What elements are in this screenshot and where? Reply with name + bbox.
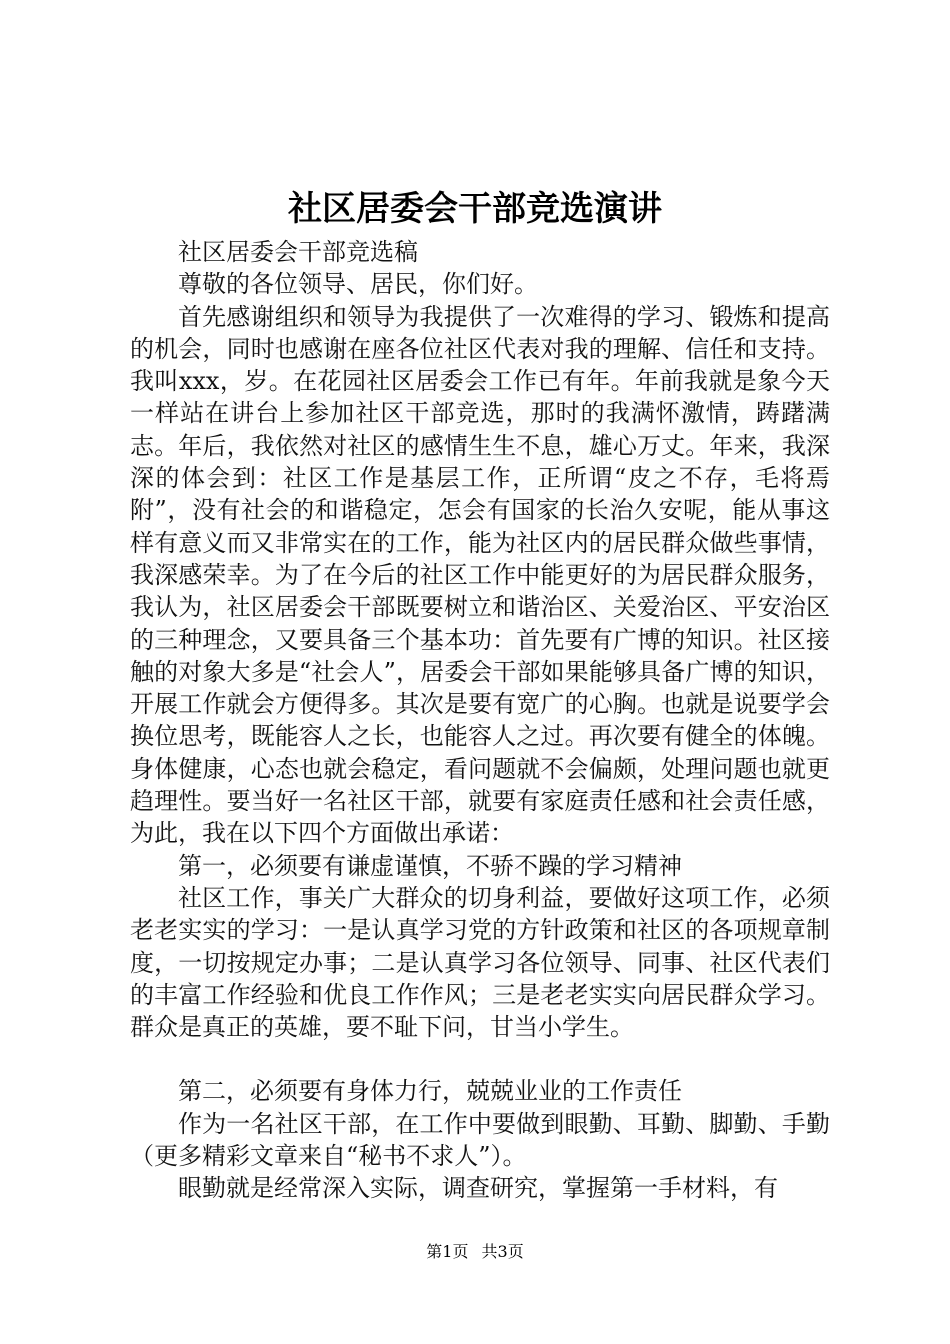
body-paragraph: 眼勤就是经常深入实际，调查研究，掌握第一手材料，有 xyxy=(178,1174,778,1203)
page-number-total: 共3页 xyxy=(481,1242,524,1261)
page-number-current: 第1页 xyxy=(426,1242,469,1261)
section-heading: 第二，必须要有身体力行，兢兢业业的工作责任 xyxy=(178,1077,682,1106)
document-title: 社区居委会干部竞选演讲 xyxy=(288,189,662,229)
subtitle-line: 社区居委会干部竞选稿 xyxy=(178,238,418,266)
page-footer xyxy=(0,1240,950,1264)
body-paragraph: 作为一名社区干部，在工作中要做到眼勤、耳勤、脚勤、手勤（更多精彩文章来自“秘书不求人”）。 xyxy=(130,1109,830,1171)
body-paragraph: 社区工作，事关广大群众的切身利益，要做好这项工作，必须老老实实的学习：一是认真学习党的方针政策和社区的各项规章制度，一切按规定办事；二是认真学习各位领导、同事、社区代表们的丰富工作经验和优良工作作风；三是老老实实向居民群众学习。群众是真正的英雄，要不耻下问，甘当小学生。 xyxy=(130,883,830,1042)
greeting-line: 尊敬的各位领导、居民，你们好。 xyxy=(178,270,538,299)
section-heading: 第一，必须要有谦虚谨慎，不骄不躁的学习精神 xyxy=(178,851,682,880)
body-paragraph: 首先感谢组织和领导为我提供了一次难得的学习、锻炼和提高的机会，同时也感谢在座各位社区代表对我的理解、信任和支持。我叫xxx，岁。在花园社区居委会工作已有年。年前我就是象今天一样站在讲台上参加社区干部竞选，那时的我满怀激情，踌躇满志。年后，我依然对社区的感情生生不息，雄心万丈。年来，我深深的体会到：社区工作是基层工作，正所谓“皮之不存，毛将焉附”，没有社会的和谐稳定，怎会有国家的长治久安呢，能从事这样有意义而又非常实在的工作，能为社区内的居民群众做些事情，我深感荣幸。为了在今后的社区工作中能更好的为居民群众服务，我认为，社区居委会干部既要树立和谐治区、关爱治区、平安治区的三种理念，又要具备三个基本功：首先要有广博的知识。社区接触的对象大多是“社会人”，居委会干部如果能够具备广博的知识，开展工作就会方便得多。其次是要有宽广的心胸。也就是说要学会换位思考，既能容人之长，也能容人之过。再次要有健全的体魄。身体健康，心态也就会稳定，看问题就不会偏颇，处理问题也就更趋理性。要当好一名社区干部，就要有家庭责任感和社会责任感，为此，我在以下四个方面做出承诺： xyxy=(130,302,830,848)
document-body xyxy=(130,236,830,1205)
